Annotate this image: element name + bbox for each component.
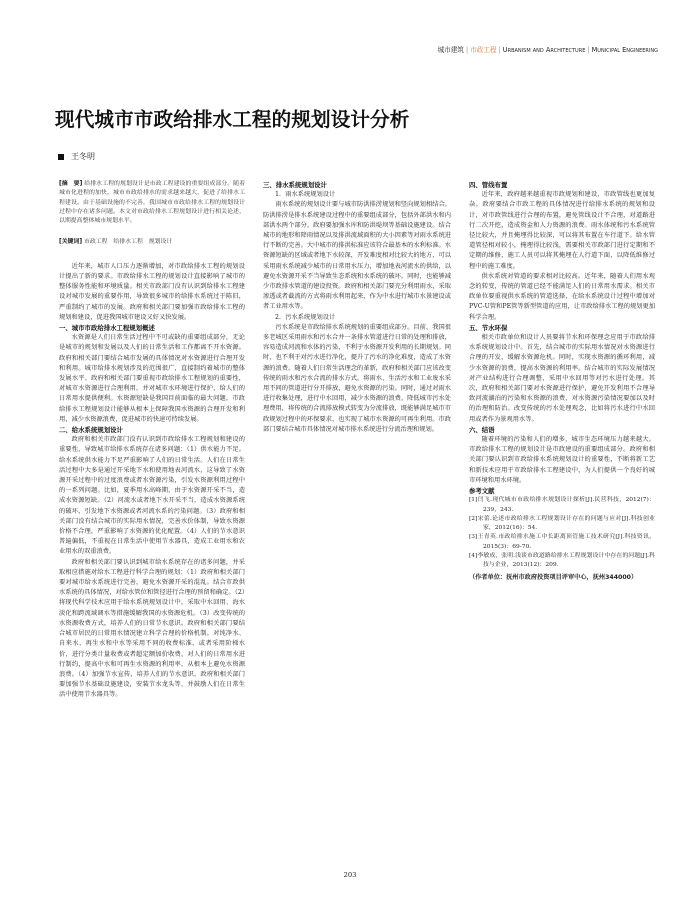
author-affiliation: （作者单位：抚州市政府投资项目评审中心，抚州344000）	[469, 573, 638, 581]
section-3-subheading-1: 1．雨水系统规划设计	[275, 191, 336, 199]
article-title: 现代城市市政给排水工程的规划设计分析	[55, 108, 410, 131]
section-3-heading: 三、排水系统规划设计	[263, 181, 327, 189]
header-category-building: 城市建筑	[437, 46, 464, 54]
section-4-paragraph-1: 近年来，政府越来越重视市政规划和建设，市政管线也更加复杂。政府要结合市政工程的具体情况进行给排水系统的规划和设计，对市政管线进行合理的布置，避免管线设计不合理，对道路进行二次开挖，造成资金和人力资源的浪费。雨水体统和污水系统管径比较大，并且掩埋得比较深，可以将其布置在车行道下。给水管道管径相对较小，掩埋得比较浅，需要相关市政部门进行定期和不定期的维修，施工人员可以将其掩埋在人行道下面，以降低维修过程中的施工难度。	[469, 191, 655, 270]
section-5-heading: 五、节水环保	[469, 323, 508, 332]
header-category-urbanism-en: Urbanism and Architecture	[502, 46, 586, 54]
intro-paragraph: 近年来，城市人口压力逐渐增加，对市政给排水工程的规划设计提出了新的要求。市政给排水工程的规划设计直接影响了城市的整体服务性能和环境质量。相关市政部门没有认识到给排水工程建设对城市发展的重要作用，导致很多城市的给排水系统过于陈旧，严重制约了城市的发展。政府和相关部门要加强市政给排水工程的规划和建设，促进我国城市建设又好又快发展。	[59, 262, 245, 321]
column-middle	[263, 180, 451, 435]
reference-item: [3]王青英.市政给排水施工中长距离顶管施工技术研究[J].科技资讯，2015(3)：69-70.	[469, 534, 655, 550]
header-category-municipal-en: Municipal Engineering	[591, 46, 658, 54]
section-2-paragraph-1: 政府和相关市政部门没有认识到市政给排水工程规划和建设的重要性，导致城市给排水系统存在诸多问题：（1）供水能力不足。给水系统供水能力不足严重影响了人们的日常生活。人们在日常生活过程中大多是通过开采地下水和使用地表河流水，这导致了水资源开采过程中的过度浪费或者水资源污染，引发水资源利用过程中的一系列问题。比如，夏季用水高峰期，由于水资源开采不当，造成水资源短缺。（2）河流水或者地下水开采不当，造成水资源系统的破坏，引发地下水资源或者河流水系的污染问题。（3）政府和相关部门没有结合城市的实际用水情况，完善水价体制，导致水资源价格不合理，严重影响了水资源的优化配置。（4）人们的节水意识普遍偏低，不重视在日常生活中使用节水器具，造成工业用水和农业用水的双重浪费。	[59, 436, 245, 556]
section-4-heading: 四、管线布置	[469, 181, 508, 189]
abstract-label: [摘 要]	[59, 181, 83, 187]
author-name: 王冬明	[71, 152, 95, 161]
reference-item: [4]李敏成，张明.浅谈市政道路给排水工程规划设计中存在的问题[J].科技与企业，2013(12)：209.	[469, 553, 655, 569]
reference-item: [2]宋蕾.论述市政给排水工程规划设计存在的问题与应对[J].科技创业家，2012(16)：54.	[469, 515, 655, 532]
section-3-subheading-2: 2．污水系统规划设计	[275, 313, 336, 321]
page-number: 203	[343, 871, 357, 879]
section-5-paragraph: 相关市政单位和设计人员要将节水和环保理念应用于市政给排水系统规划设计中。首先，结合城市的实际用水情况对水资源进行合理的开发，缓解水资源危机。同时，实现水资源的循环利用，减少水资源的浪费，提高水资源的利用率。结合城市的实际发展情况对产业结构进行合理调整，采用中水回用等对污水进行处理。其次，政府和相关部门要对水资源进行保护，避免开发利用不合理导致河流湖泊的污染和水资源的浪费，对水资源污染情况要加以及时的治理和防治。改变传统的污水处理观念，比如将污水进行中水回用或者作为景观用水等。	[469, 334, 655, 423]
keywords-label: [关键词]	[59, 239, 83, 246]
keywords-text: 市政工程 给排水工程 规划设计	[83, 239, 173, 246]
reference-item: [1]闫飞.现代城市市政给排水规划设计探析[J].民营科技，2012(7)：239，243.	[469, 497, 655, 513]
section-3-paragraph-2: 污水系统是市政给排水系统规划的重要组成部分。目前，我国很多老城区采用雨水和污水合并一条排水管道进行日常的处理和排放，容易造成河流和水体的污染，不利于水资源开发利用的长期规划。同时，也不利于对污水进行净化，提升了污水的净化难度，造成了水资源的浪费。随着人们日常生活理念的革新，政府和相关部门应该改变传统的雨水和污水合流的排水方式，将雨水、生活污水和工业废水采用不同的管道进行分开排放，避免水资源的污染。同时，通过对雨水进行收集处理，进行中水回用，减少水资源的浪费。降低城市污水处理费用，将传统的合流排放模式转变为分流排放，既能够满足城市市政规划过程中的环保要求，也实现了城市水资源的可再生利用。市政部门要结合城市具体情况对城市排水系统进行分流治理和规划。	[263, 323, 451, 433]
section-3-paragraph-1: 雨水系统的规划设计要与城市防洪排涝规划和竖向规划相结合。防洪排涝是排水系统建设过程中的重要组成部分，包括外部洪水和内部洪水两个部分。政府要加强水库和防洪堤坝等基础设施建设。结合城市的地形和降雨情况以及排洪流域面积的大小因素等对雨水系统进行不断的完善。大中城市的排洪标准应该符合最基本的水利标准。水资源短缺的区域或者地下水较深，开发难度相对比较大的地方，可以采用雨水系统减少城市的日常用水压力，增加地表河流水的供给，以避免水资源开采不当导致生态系统和水系统的破坏。同时，也能够减少市政排水管道的建设投资。政府和相关部门要充分利用雨水，采取渗透或者截流的方式将雨水利用起来，作为中水进行城市水景建设或者工业用水等。	[263, 201, 451, 311]
author-line	[58, 151, 95, 162]
section-6-paragraph: 随着环境的污染和人们的增多，城市生态环境压力越来越大。市政给排水工程的规划设计是市政建设的重要组成部分。政府和相关部门要认识到市政给排水系统规划设计的重要性，不断将新工艺和新技术应用于市政给排水工程建设中，为人们提供一个良好的城市环境和用水环境。	[469, 436, 655, 484]
section-1-paragraph: 水资源是人们日常生活过程中不可或缺的重要组成部分，无论是城市的规划和发展以及人们的日常生活和工作都离不开水资源。政府和相关部门要结合城市发展的具体情况对水资源进行合理开发和利用。城市给排水规划涉及的范围很广，直接制约着城市的整体发展水平。政府和相关部门要重视市政给排水工程规划的重要性，对城市水资源进行合理利用，并对城市水环境进行保护，给人们的日常用水提供便利。水资源短缺是我国目前面临的最大问题。市政给排水工程规划设计能够从根本上保障我国水资源的合理开发和利用，减少水资源浪费，促进城市的快速可持续发展。	[59, 334, 245, 423]
abstract	[59, 180, 245, 226]
author-square-marker	[58, 154, 64, 160]
section-2-heading: 二、给水系统规划设计	[59, 426, 123, 435]
running-header: 城市建筑 | 市政工程 | Urbanism and Architecture | Municipal Engineering	[437, 46, 658, 54]
references-heading: 参考文献	[469, 487, 495, 496]
section-2-paragraph-2: 政府和相关部门要认识到城市给水系统存在的诸多问题，并采取相应措施对给水工程进行科学合理的规划：（1）政府和相关部门要对城市给水系统进行完善，避免水资源开采的混乱。结合市政供水系统的具体情况，对给水管位和管径进行合理的预留和确定。（2）将现代科学技术应用于给水系统规划设计中，采取中水回用、海水淡化和跨流域调水等措施缓解我国的水资源危机。（3）改变传统的水资源收费方式，培养人们的日常节水意识。政府和相关部门要结合城市居民的日常用水情况建立科学合理的价格机制。对纯净水、自来水、再生水和中水等采用不同的收费标准，或者采用阶梯水价，进行分类计量收费或者超定额加价收费，对人们的日常用水进行制约，提高中水和可再生水资源的利用率，从根本上避免水资源浪费。（4）加强节水宣传，培养人们的节水意识。政府和相关部门要加强节水基础设施建设，安装节水龙头等，并鼓励人们在日常生活中使用节水器具等。	[59, 558, 245, 699]
section-4-paragraph-2: 供水系统对管道的要求相对比较高。近年来，随着人们用水观念的转变，传统的管道已经不能满足人们的日常用水需求。相关市政单位要重视供水系统的管道选择，在给水系统设计过程中增加对PVC-U管和PE管等新型管道的应用，让市政给排水工程的规划更加科学合理。	[469, 272, 655, 321]
section-6-heading: 六、结语	[469, 425, 495, 434]
keywords	[59, 238, 245, 247]
column-right	[469, 180, 655, 582]
abstract-text: 给排水工程的规划设计是市政工程建设的重要组成部分。随着城市化进程的加快，城市市政给排水的需求越来越大，促进了给排水工程建设。由于基础设施的不完善，我国城市市政给排水工程的规划设计过程中存在诸多问题。本文对市政给排水工程规划设计进行相关论述，以期提高整体城市规划水平。	[59, 181, 246, 225]
column-left	[59, 180, 245, 701]
section-1-heading: 一、城市市政给排水工程规划概述	[59, 324, 155, 332]
reference-list	[469, 496, 655, 570]
header-category-municipal: 市政工程	[470, 46, 497, 54]
